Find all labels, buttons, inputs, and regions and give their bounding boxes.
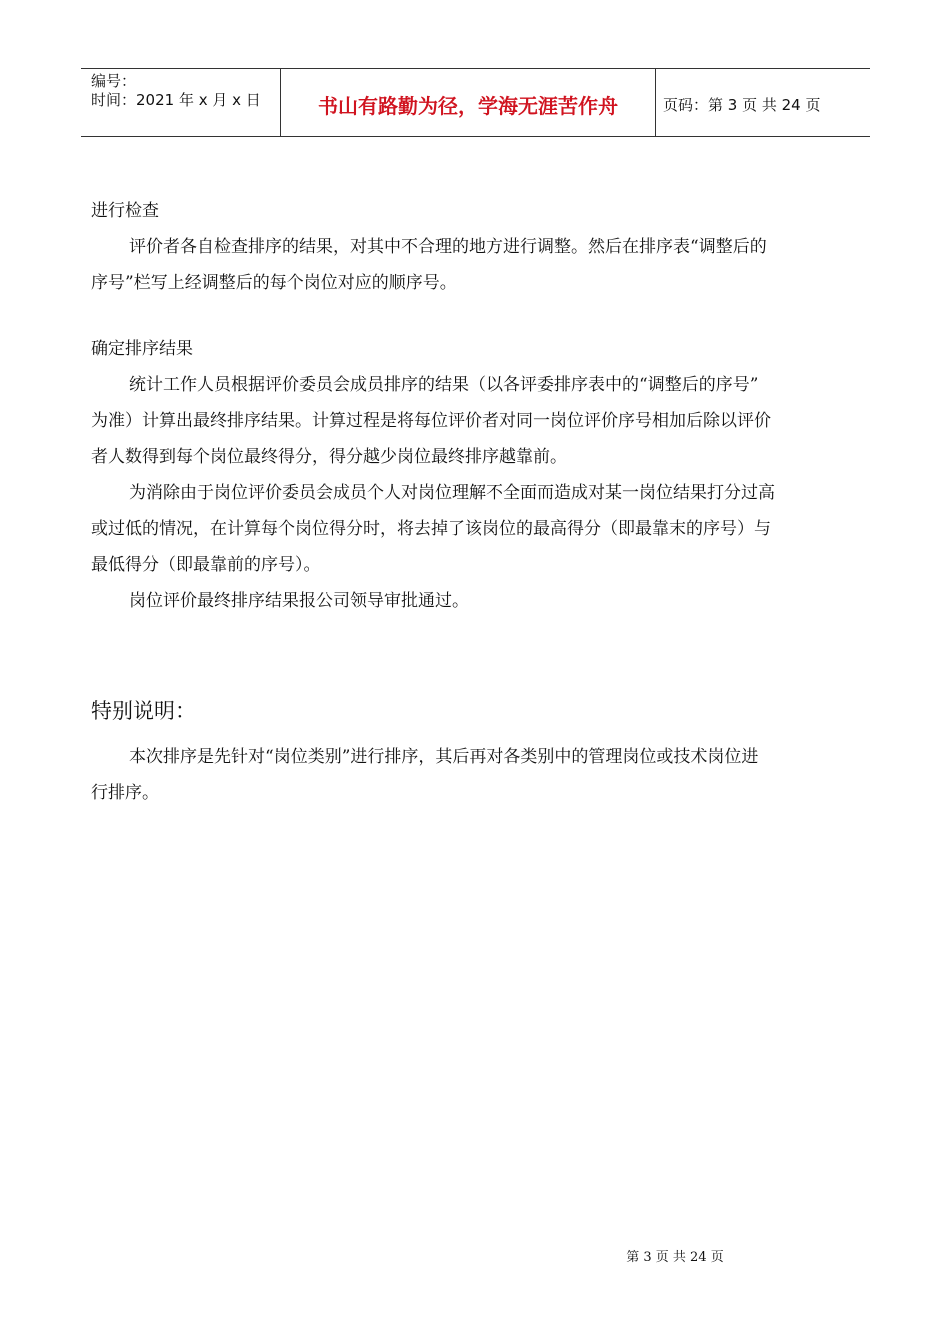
- footer-page-number: 第 3 页 共 24 页: [626, 1250, 724, 1265]
- section-title-result: 确定排序结果: [91, 339, 193, 359]
- time-label: 时间：2021 年 x 月 x 日: [91, 91, 261, 109]
- special-title: 特别说明：: [91, 699, 196, 723]
- page-header: [81, 68, 870, 137]
- result-p1-line-3: 者人数得到每个岗位最终得分，得分越少岗位最终排序越靠前。: [91, 447, 567, 467]
- check-line-1: 评价者各自检查排序的结果，对其中不合理的地方进行调整。然后在排序表“调整后的: [129, 237, 767, 257]
- document-body: [91, 193, 861, 811]
- header-meta: [81, 69, 281, 136]
- page-footer: [0, 1246, 950, 1265]
- result-p2-line-2: 或过低的情况，在计算每个岗位得分时，将去掉了该岗位的最高得分（即最靠末的序号）与: [91, 519, 771, 539]
- header-motto: 书山有路勤为径，学海无涯苦作舟: [281, 69, 656, 136]
- result-p2-line-3: 最低得分（即最靠前的序号）。: [91, 555, 321, 575]
- result-p1-line-1: 统计工作人员根据评价委员会成员排序的结果（以各评委排序表中的“调整后的序号”: [129, 375, 759, 395]
- result-p3: 岗位评价最终排序结果报公司领导审批通过。: [129, 591, 469, 611]
- result-p1-line-2: 为准）计算出最终排序结果。计算过程是将每位评价者对同一岗位评价序号相加后除以评价: [91, 411, 771, 431]
- special-line-1: 本次排序是先针对“岗位类别”进行排序，其后再对各类别中的管理岗位或技术岗位进: [129, 747, 759, 767]
- special-line-2: 行排序。: [91, 783, 159, 803]
- check-line-2: 序号”栏写上经调整后的每个岗位对应的顺序号。: [91, 273, 457, 293]
- header-page-label: 页码：第 3 页 共 24 页: [663, 96, 821, 114]
- section-title-check: 进行检查: [91, 201, 159, 221]
- number-label: 编号：: [91, 72, 137, 90]
- result-p2-line-1: 为消除由于岗位评价委员会成员个人对岗位理解不全面而造成对某一岗位结果打分过高: [129, 483, 775, 503]
